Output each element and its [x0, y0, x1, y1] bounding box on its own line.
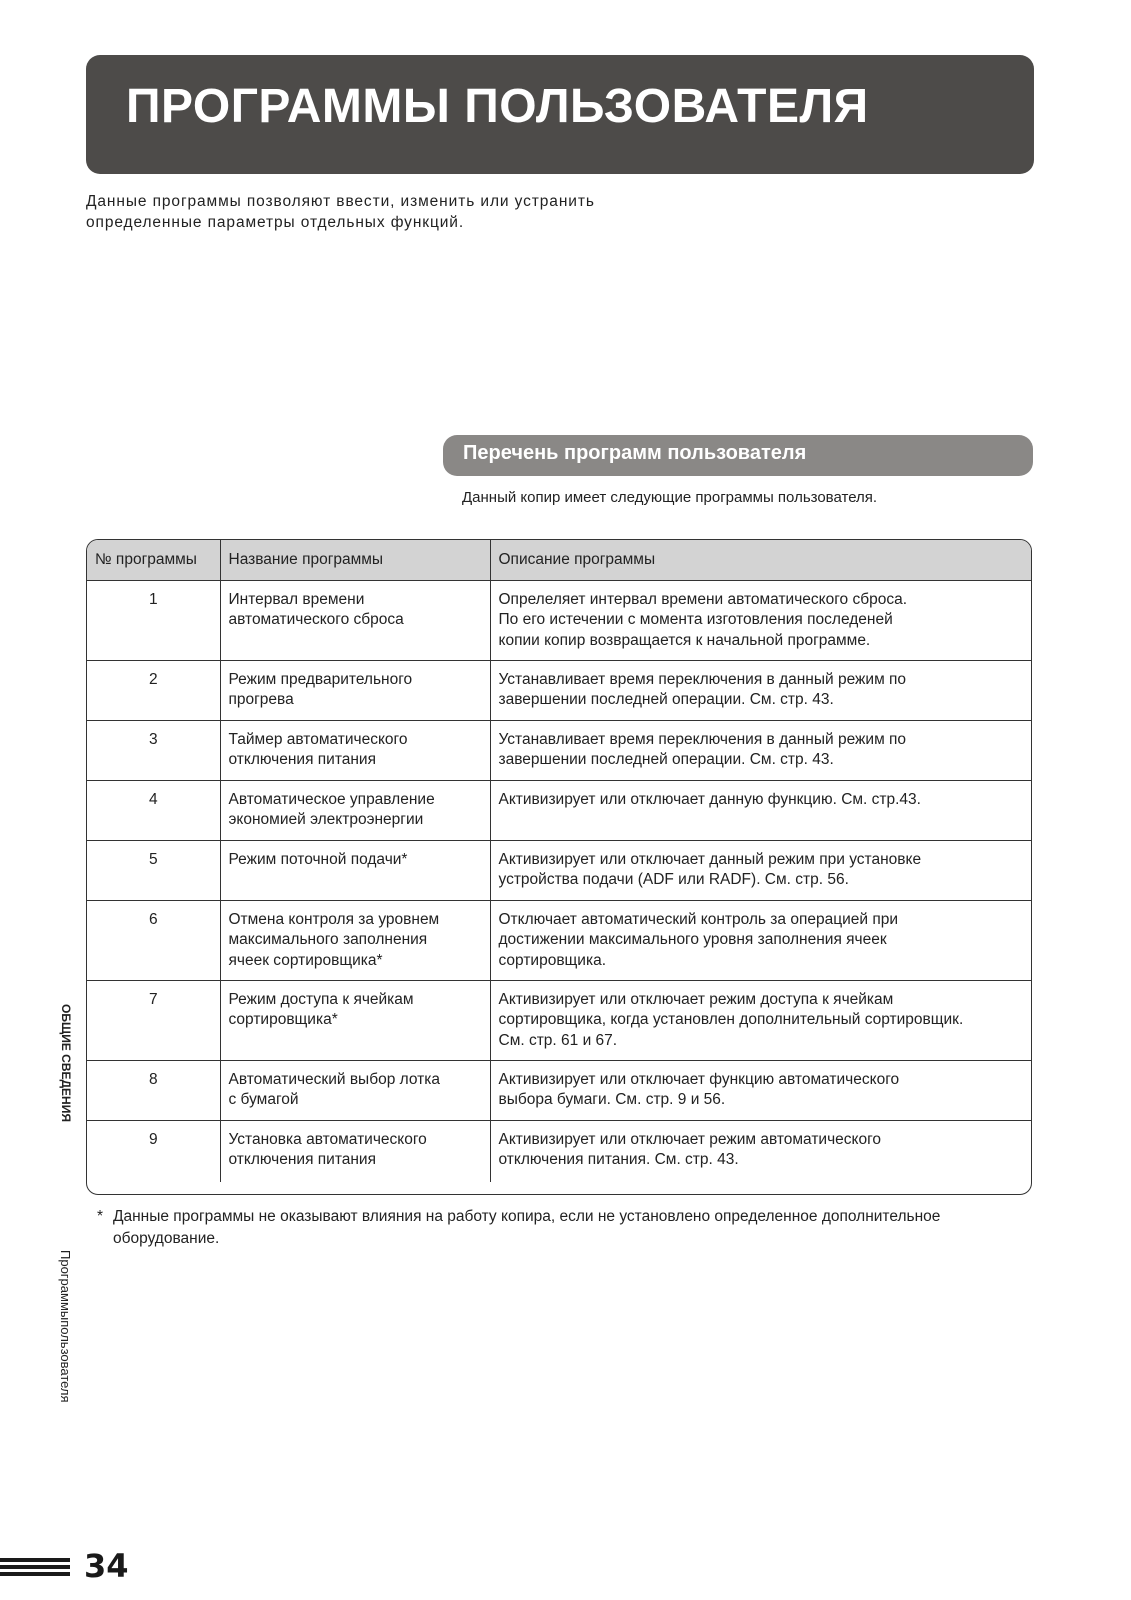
program-description-line: Устанавливает время переключения в данный режим по	[498, 670, 907, 688]
program-description-line: завершении последней операции. См. стр. 43.	[498, 751, 834, 768]
program-name	[220, 1060, 490, 1120]
program-name-line: сортировщика*	[228, 1011, 338, 1028]
program-description-line: Отключает автоматический контроль за операцией при	[498, 910, 899, 928]
user-programs-table	[86, 539, 1032, 1195]
program-number: 3	[87, 720, 220, 780]
section-title: Перечень программ пользователя	[463, 442, 807, 464]
program-name-line: Автоматическое управление	[228, 790, 435, 808]
program-name-line: отключения питания	[228, 751, 376, 768]
page-number: 34	[84, 1547, 129, 1585]
footnote-marker: *	[97, 1208, 104, 1225]
program-name	[220, 980, 490, 1060]
program-description-line: достижении максимального уровня заполнения ячеек	[498, 931, 887, 948]
intro-line: Данные программы позволяют ввести, изменить или устранить	[86, 193, 595, 210]
table-row	[87, 900, 1031, 980]
program-description	[490, 900, 1031, 980]
intro-paragraph	[86, 191, 706, 233]
program-description	[490, 780, 1031, 840]
section-heading-banner	[443, 435, 1033, 476]
side-chapter-label: Программыпользователя	[58, 1250, 73, 1403]
table-row	[87, 980, 1031, 1060]
program-description-line: Устанавливает время переключения в данный режим по	[498, 730, 907, 748]
table-row	[87, 660, 1031, 720]
table-row	[87, 580, 1031, 660]
program-description	[490, 1120, 1031, 1182]
column-header-description: Описание программы	[490, 540, 1031, 580]
program-name-line: Таймер автоматического	[228, 730, 408, 748]
program-description-line: Опрелеляет интервал времени автоматического сброса.	[498, 590, 908, 608]
program-description-line: Активизирует или отключает режим автоматического	[498, 1130, 882, 1148]
program-name-line: автоматического сброса	[228, 611, 404, 628]
program-name-line: Установка автоматического	[228, 1130, 427, 1148]
program-name-line: Интервал времени	[228, 590, 365, 608]
program-name	[220, 720, 490, 780]
table-row	[87, 720, 1031, 780]
program-name-line: Отмена контроля за уровнем	[228, 910, 440, 928]
program-description	[490, 720, 1031, 780]
program-name-line: ячеек сортировщика*	[228, 951, 383, 969]
program-description-line: сортировщика.	[498, 951, 607, 969]
program-name-line: экономией электроэнергии	[228, 811, 424, 828]
table-header-row	[87, 540, 1031, 580]
program-name-line: с бумагой	[228, 1091, 299, 1108]
program-description	[490, 840, 1031, 900]
program-number: 7	[87, 980, 220, 1060]
page-title: ПРОГРАММЫ ПОЛЬЗОВАТЕЛЯ	[126, 80, 869, 133]
table-row	[87, 1120, 1031, 1182]
program-description	[490, 580, 1031, 660]
program-number: 5	[87, 840, 220, 900]
program-name	[220, 580, 490, 660]
program-description-line: отключения питания. См. стр. 43.	[498, 1151, 739, 1168]
program-number: 8	[87, 1060, 220, 1120]
program-description-line: копии копир возвращается к начальной программе.	[498, 631, 871, 649]
title-banner	[86, 55, 1034, 174]
page-number-rule	[0, 1558, 70, 1578]
program-name-line: Режим предварительного	[228, 670, 413, 688]
program-name-line: Режим доступа к ячейкам	[228, 990, 414, 1008]
program-name	[220, 780, 490, 840]
program-number: 4	[87, 780, 220, 840]
column-header-number: № программы	[87, 540, 220, 580]
program-name-line: максимального заполнения	[228, 931, 428, 948]
program-number: 6	[87, 900, 220, 980]
table-body	[87, 580, 1031, 1182]
table-row	[87, 780, 1031, 840]
program-description-line: устройства подачи (ADF или RADF). См. стр. 56.	[498, 871, 849, 888]
program-description	[490, 980, 1031, 1060]
section-intro: Данный копир имеет следующие программы пользователя.	[462, 489, 878, 506]
program-name-line: прогрева	[228, 691, 294, 708]
program-name	[220, 1120, 490, 1182]
side-section-label: ОБЩИЕ СВЕДЕНИЯ	[59, 1004, 73, 1122]
program-name	[220, 900, 490, 980]
program-description-line: Активизирует или отключает данный режим при установке	[498, 850, 922, 868]
program-name-line: отключения питания	[228, 1151, 376, 1168]
program-name	[220, 840, 490, 900]
table-row	[87, 840, 1031, 900]
program-name-line: Режим поточной подачи*	[228, 850, 408, 868]
program-description-line: Активизирует или отключает данную функцию. См. стр.43.	[498, 790, 921, 808]
program-description-line: сортировщика, когда установлен дополнительный сортировщик.	[498, 1011, 964, 1028]
footnote-text: Данные программы не оказывают влияния на работу копира, если не установлено определенное дополнительное оборудование.	[113, 1208, 941, 1247]
column-header-name: Название программы	[220, 540, 490, 580]
intro-line: определенные параметры отдельных функций.	[86, 214, 465, 231]
program-description-line: Активизирует или отключает функцию автоматического	[498, 1070, 900, 1088]
program-description-line: завершении последней операции. См. стр. 43.	[498, 691, 834, 708]
program-name	[220, 660, 490, 720]
program-number: 2	[87, 660, 220, 720]
program-description-line: Активизирует или отключает режим доступа к ячейкам	[498, 990, 894, 1008]
table-row	[87, 1060, 1031, 1120]
program-description	[490, 660, 1031, 720]
program-description-line: выбора бумаги. См. стр. 9 и 56.	[498, 1091, 726, 1108]
program-name-line: Автоматический выбор лотка	[228, 1070, 440, 1088]
program-description	[490, 1060, 1031, 1120]
program-number: 1	[148, 590, 158, 608]
program-number: 9	[87, 1120, 220, 1182]
program-description-line: По его истечении с момента изготовления последеней	[498, 611, 893, 628]
program-description-line: См. стр. 61 и 67.	[498, 1031, 618, 1049]
